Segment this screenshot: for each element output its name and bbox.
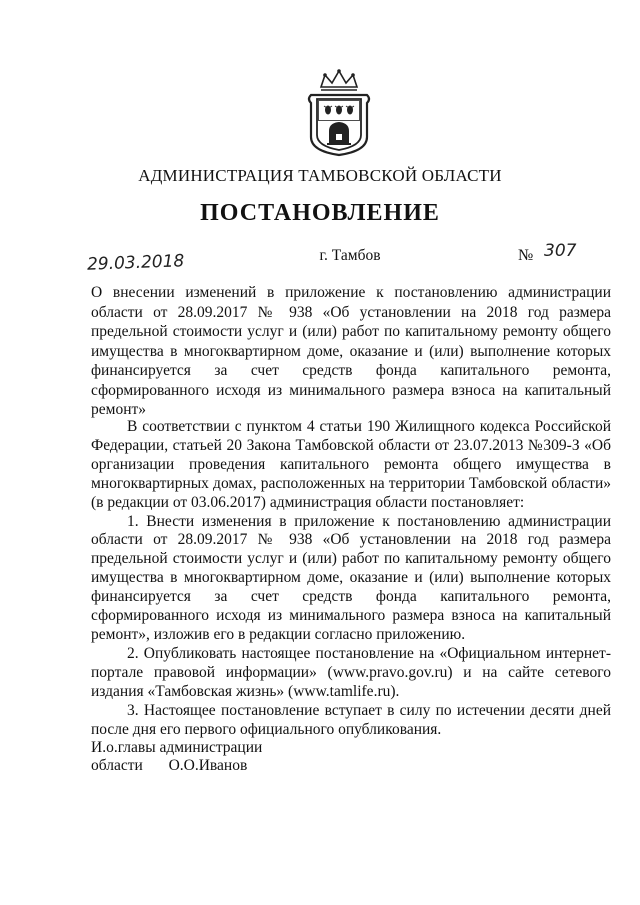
document-title: О внесении изменений в приложение к постановлению администрации области от 28.09.2017 № 938 «Об установлении на 2018 год размера предельной стоимости услуг и (или) работ по капитальному ремонту общего имущества в многоквартирном доме, оказание и (или) выполнение которых финансируется за счет средств фонда капитального ремонта, сформированного исходя из минимального размера взноса на капитальный ремонт» <box>91 284 611 418</box>
document-date: 29.03.2018 <box>86 251 185 275</box>
issuing-authority: АДМИНИСТРАЦИЯ ТАМБОВСКОЙ ОБЛАСТИ <box>138 166 502 185</box>
signatory-name: О.О.Иванов <box>168 757 248 774</box>
document-body <box>91 418 611 739</box>
document-type: ПОСТАНОВЛЕНИЕ <box>200 200 440 226</box>
list-item: 1. Внести изменения в приложение к постановлению администрации области от 28.09.2017 № 938 «Об установлении на 2018 год размера предельной стоимости услуг и (или) работ по капитальному ремонту общего имущества в многоквартирном доме, оказание и (или) выполнение которых финансируется за счет средств фонда капитального ремонта, сформированного исходя из минимального размера взноса на капитальный ремонт», изложив его в редакции согласно приложению. <box>91 512 611 643</box>
preamble-paragraph: В соответствии с пунктом 4 статьи 190 Жилищного кодекса Российской Федерации, статьей 20 Закона Тамбовской области от 23.07.2013 №309-З «Об организации проведения капитального ремонта общего имущества в многоквартирных домах, расположенных на территории Тамбовской области» (в редакции от 03.06.2017) администрация области постановляет: <box>91 418 611 511</box>
document-number-label: № <box>518 247 534 264</box>
document-city: г. Тамбов <box>319 247 381 264</box>
signatory-line <box>91 757 247 775</box>
signatory-position: И.о.главы администрации <box>91 739 263 756</box>
signatory-position-cont: области <box>91 757 143 774</box>
document-number: 307 <box>544 241 577 261</box>
coat-of-arms-icon <box>303 67 375 157</box>
list-item: 2. Опубликовать настоящее постановление на «Официальном интернет-портале правовой информации» (www.pravo.gov.ru) и на сайте сетевого издания «Тамбовская жизнь» (www.tamlife.ru). <box>91 644 611 700</box>
list-item: 3. Настоящее постановление вступает в силу по истечении десяти дней после дня его первого официального опубликования. <box>91 701 611 738</box>
